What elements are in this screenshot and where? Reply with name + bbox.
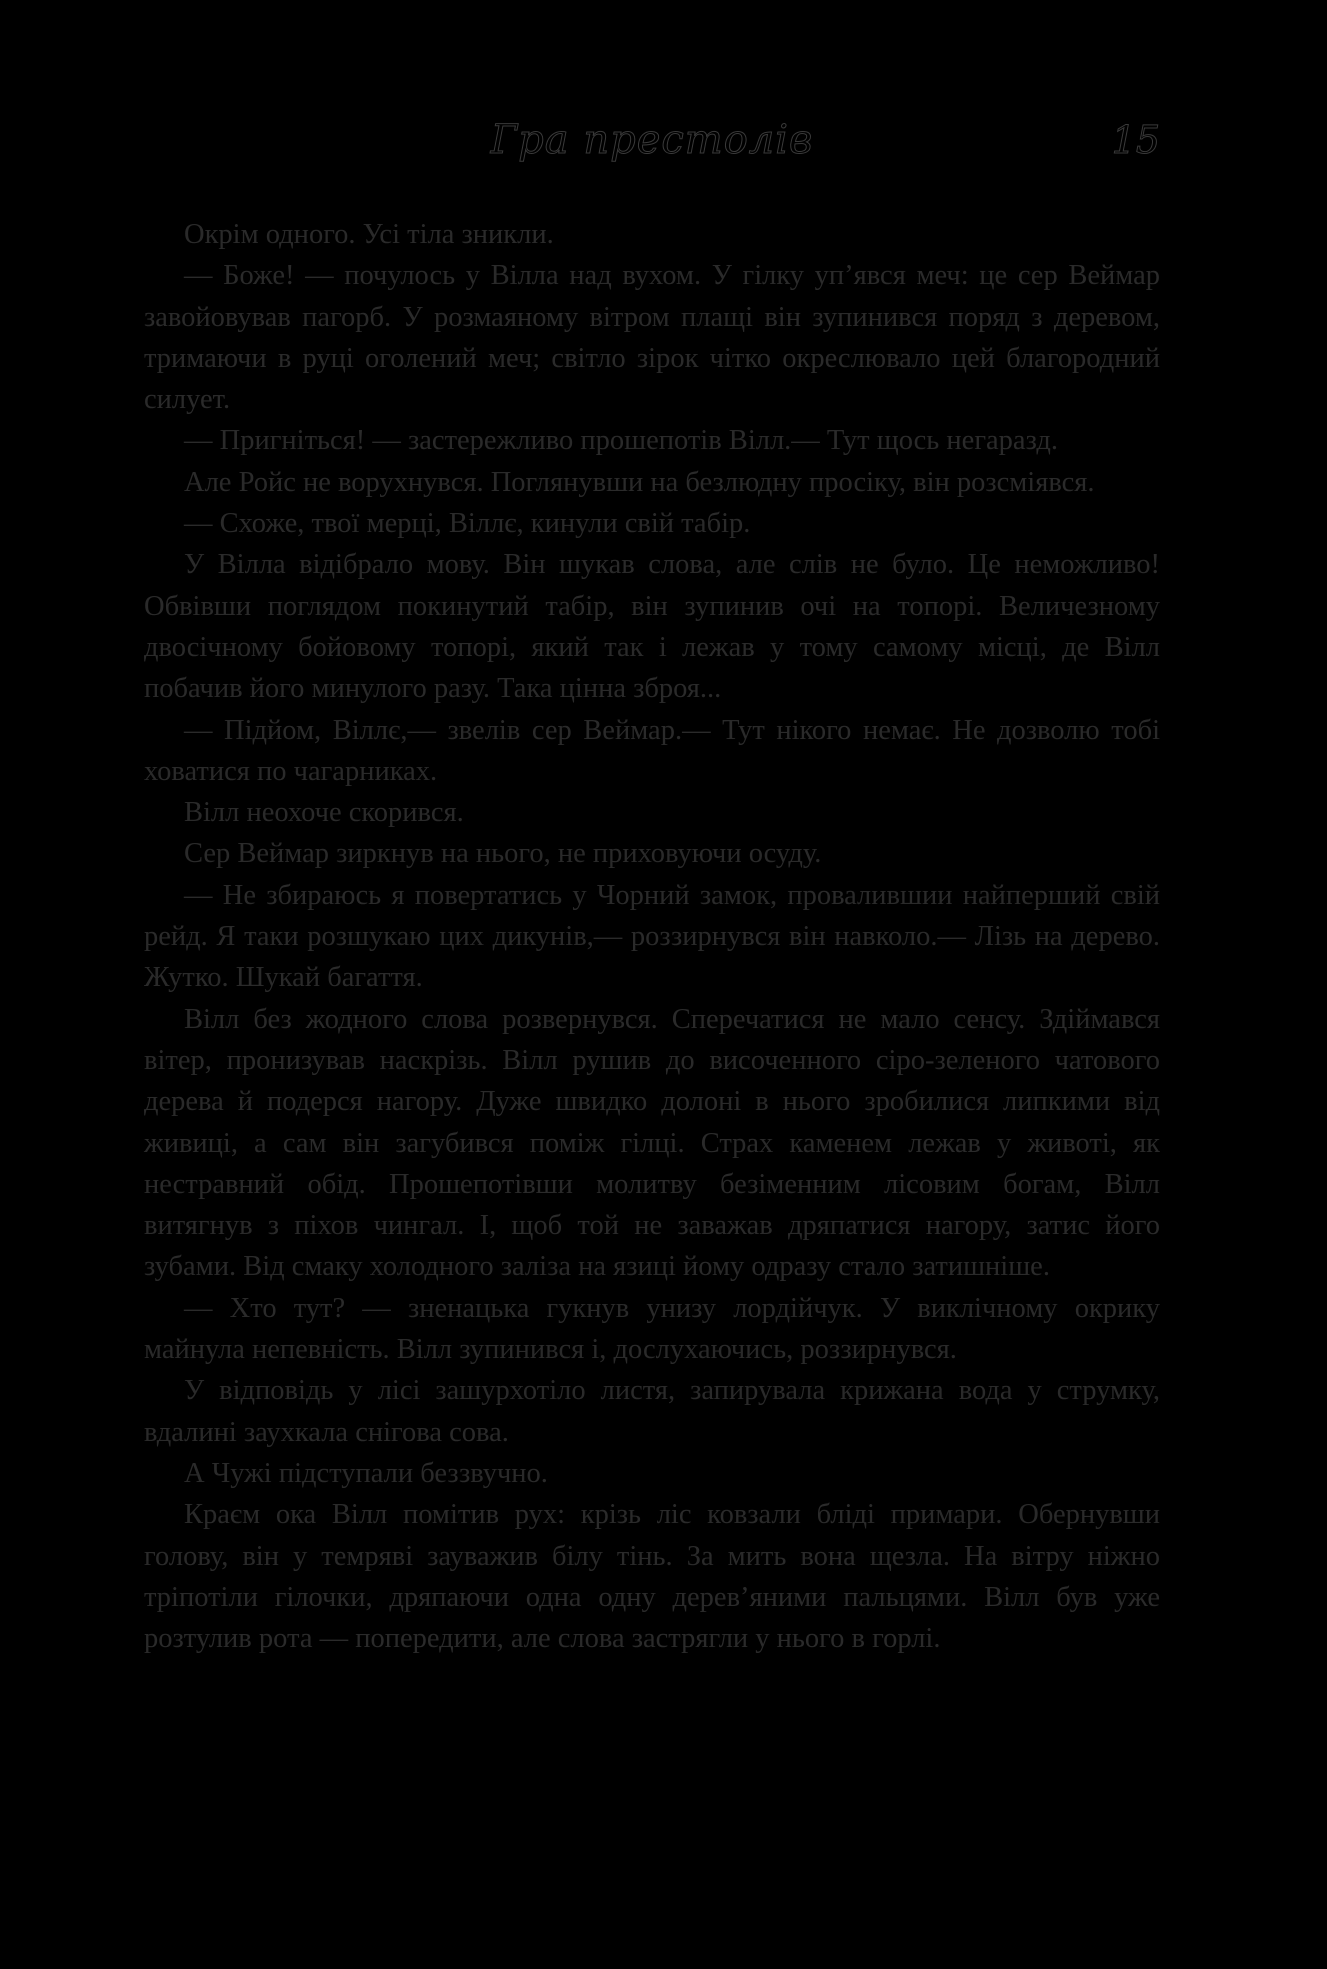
paragraph: Вілл неохоче скорився. (184, 797, 464, 829)
paragraph: — Боже! — почулось у Вілла над вухом. У гілку уп’явся меч: це сер Веймар завойовував пагорб. У розмаяному вітром плащі він зупинився поряд з деревом, тримаючи в руці оголений меч; світло зірок чітко окреслювало цей благородний силует. (144, 260, 1160, 416)
paragraph: Краєм ока Вілл помітив рух: крізь ліс ковзали бліді примари. Обернувши голову, він у темряві зауважив білу тінь. За мить вона щезла. На вітру ніжно тріпотіли гілочки, дряпаючи одна одну дерев’яними пальцями. Вілл був уже розтулив рота — попередити, але слова застрягли у нього в горлі. (144, 1499, 1160, 1655)
running-title: Гра престолів (490, 117, 814, 163)
paragraph: Окрім одного. Усі тіла зникли. (184, 219, 554, 250)
paragraph: Але Ройс не ворухнувся. Поглянувши на безлюдну просіку, він розсміявся. (184, 466, 1095, 498)
paragraph: У Вілла відібрало мову. Він шукав слова, але слів не було. Це неможливо! Обвівши поглядом покинутий табір, він зупинив очі на топорі. Величезному двосічному бойовому топорі, який так і лежав у тому самому місці, де Вілл побачив його минулого разу. Така цінна зброя... (144, 549, 1160, 705)
paragraph: А Чужі підступали беззвучно. (184, 1457, 548, 1489)
paragraph: — Не збираюсь я повертатись у Чорний замок, провалившии найперший свій рейд. Я таки розшукаю цих дикунів,— роззирнувся він навколо.— Лізь на дерево. Жутко. Шукай багаття. (144, 879, 1160, 994)
page-number: 15 (1111, 118, 1160, 162)
body-text (144, 214, 1160, 1659)
paragraph: — Схоже, твої мерці, Віллє, кинули свій табір. (184, 508, 751, 540)
paragraph: Вілл без жодного слова розвернувся. Сперечатися не мало сенсу. Здіймався вітер, пронизував наскрізь. Вілл рушив до височенного сіро-зеленого чатового дерева й подерся нагору. Дуже швидко долоні в нього зробилися липкими від живиці, а сам він загубився поміж гілці. Страх каменем лежав у животі, як нестравний обід. Прошепотівши молитву безіменним лісовим богам, Вілл витягнув з піхов чингал. І, щоб той не заважав дряпатися нагору, затис його зубами. Від смаку холодного заліза на язиці йому одразу стало затишніше. (144, 1003, 1160, 1283)
paragraph: У відповідь у лісі зашурхотіло листя, запирувала крижана вода у струмку, вдалині заухкала снігова сова. (144, 1375, 1160, 1448)
running-head (144, 110, 1160, 170)
paragraph: Сер Веймар зиркнув на нього, не приховуючи осуду. (184, 838, 822, 870)
paragraph: — Хто тут? — зненацька гукнув унизу лордійчук. У виклічному окрику майнула непевність. Вілл зупинився і, дослухаючись, роззирнувся. (144, 1292, 1160, 1366)
paragraph: — Пригніться! — застережливо прошепотів Вілл.— Тут щось негаразд. (184, 425, 1058, 457)
paragraph: — Підйом, Віллє,— звелів сер Веймар.— Тут нікого немає. Не дозволю тобі ховатися по чагарниках. (144, 714, 1160, 787)
